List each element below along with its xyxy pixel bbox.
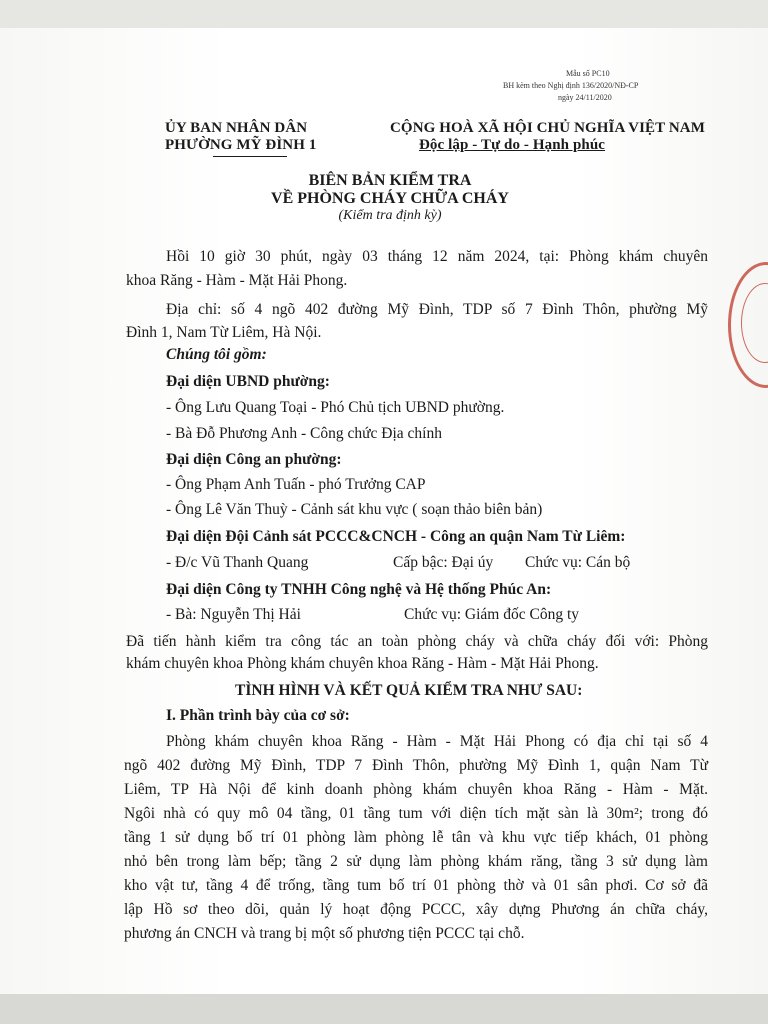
- form-decree-ref: BH kèm theo Nghị định 136/2020/NĐ-CP: [503, 81, 639, 90]
- body-line-5: tầng 1 sử dụng bố trí 01 phòng làm phòng lễ tân và khu vực tiếp khách, 01 phòng: [124, 829, 708, 846]
- conducted-line-2: khám chuyên khoa Phòng khám chuyên khoa Răng - Hàm - Mặt Hải Phong.: [126, 655, 599, 672]
- address-line-2: Đình 1, Nam Từ Liêm, Hà Nội.: [126, 324, 322, 341]
- body-line-3: Liêm, TP Hà Nội để kinh doanh phòng khám chuyên khoa Răng - Hàm - Mặt.: [124, 781, 708, 798]
- we-include-label: Chúng tôi gồm:: [166, 346, 267, 363]
- fire-police-member-rank: Cấp bậc: Đại úy: [393, 554, 494, 571]
- time-place-line-2: khoa Răng - Hàm - Mặt Hải Phong.: [126, 272, 348, 289]
- police-member-2: - Ông Lê Văn Thuỳ - Cảnh sát khu vực ( soạn thảo biên bản): [166, 501, 543, 518]
- body-line-7: kho vật tư, tầng 4 để trống, tầng tum bố trí 01 phòng thờ và 01 sân phơi. Cơ sở đã: [124, 877, 708, 894]
- fire-police-heading: Đại diện Đội Cảnh sát PCCC&CNCH - Công an quận Nam Từ Liêm:: [166, 528, 626, 545]
- body-line-8: lập Hồ sơ theo dõi, quản lý hoạt động PCCC, xây dựng Phương án chữa cháy,: [124, 901, 708, 918]
- national-title: CỘNG HOÀ XÃ HỘI CHỦ NGHĨA VIỆT NAM: [390, 120, 705, 136]
- body-line-4: Ngôi nhà có quy mô 04 tầng, 01 tầng tum với diện tích mặt sàn là 30m²; trong đó: [124, 805, 708, 822]
- company-heading: Đại diện Công ty TNHH Công nghệ và Hệ thống Phúc An:: [166, 581, 552, 598]
- form-number: Mẫu số PC10: [566, 69, 610, 78]
- issuer-line-1: ỦY BAN NHÂN DÂN: [165, 120, 308, 136]
- document-subtitle: (Kiểm tra định kỳ): [338, 208, 442, 223]
- ubnd-heading: Đại diện UBND phường:: [166, 373, 330, 390]
- ubnd-member-1: - Ông Lưu Quang Toại - Phó Chủ tịch UBND phường.: [166, 399, 505, 416]
- police-member-1: - Ông Phạm Anh Tuấn - phó Trưởng CAP: [166, 476, 426, 493]
- photo-background-top: [0, 0, 768, 28]
- body-line-9: phương án CNCH và trang bị một số phương tiện PCCC tại chỗ.: [124, 925, 525, 942]
- form-decree-date: ngày 24/11/2020: [558, 93, 612, 102]
- red-seal-inner-ring: [741, 283, 768, 363]
- fire-police-member-name: - Đ/c Vũ Thanh Quang: [166, 554, 309, 571]
- conducted-line-1: Đã tiến hành kiểm tra công tác an toàn phòng cháy và chữa cháy đối với: Phòng: [126, 633, 708, 650]
- results-heading: TÌNH HÌNH VÀ KẾT QUẢ KIỂM TRA NHƯ SAU:: [235, 682, 583, 699]
- document-title-line-2: VỀ PHÒNG CHÁY CHỮA CHÁY: [271, 190, 509, 207]
- address-line-1: Địa chỉ: số 4 ngõ 402 đường Mỹ Đình, TDP số 7 Đình Thôn, phường Mỹ: [166, 301, 708, 318]
- section-1-heading: I. Phần trình bày của cơ sở:: [166, 707, 350, 724]
- issuer-underline: [213, 156, 287, 157]
- body-line-2: ngõ 402 đường Mỹ Đình, TDP 7 Đình Thôn, phường Mỹ Đình 1, quận Nam Từ: [124, 757, 708, 774]
- company-member-name: - Bà: Nguyễn Thị Hải: [166, 606, 301, 623]
- document-title-line-1: BIÊN BẢN KIỂM TRA: [308, 172, 472, 189]
- time-place-line-1: Hồi 10 giờ 30 phút, ngày 03 tháng 12 năm 2024, tại: Phòng khám chuyên: [166, 248, 708, 265]
- ubnd-member-2: - Bà Đỗ Phương Anh - Công chức Địa chính: [166, 425, 442, 442]
- police-heading: Đại diện Công an phường:: [166, 451, 342, 468]
- company-member-role: Chức vụ: Giám đốc Công ty: [404, 606, 580, 623]
- photo-background-bottom: [0, 994, 768, 1024]
- fire-police-member-role: Chức vụ: Cán bộ: [525, 554, 631, 571]
- body-line-1: Phòng khám chuyên khoa Răng - Hàm - Mặt Hải Phong có địa chỉ tại số 4: [166, 733, 708, 750]
- issuer-line-2: PHƯỜNG MỸ ĐÌNH 1: [165, 137, 317, 153]
- national-motto: Độc lập - Tự do - Hạnh phúc: [419, 137, 606, 153]
- body-line-6: nhỏ bên trong làm bếp; tầng 2 sử dụng làm phòng khám răng, tầng 3 sử dụng làm: [124, 853, 708, 870]
